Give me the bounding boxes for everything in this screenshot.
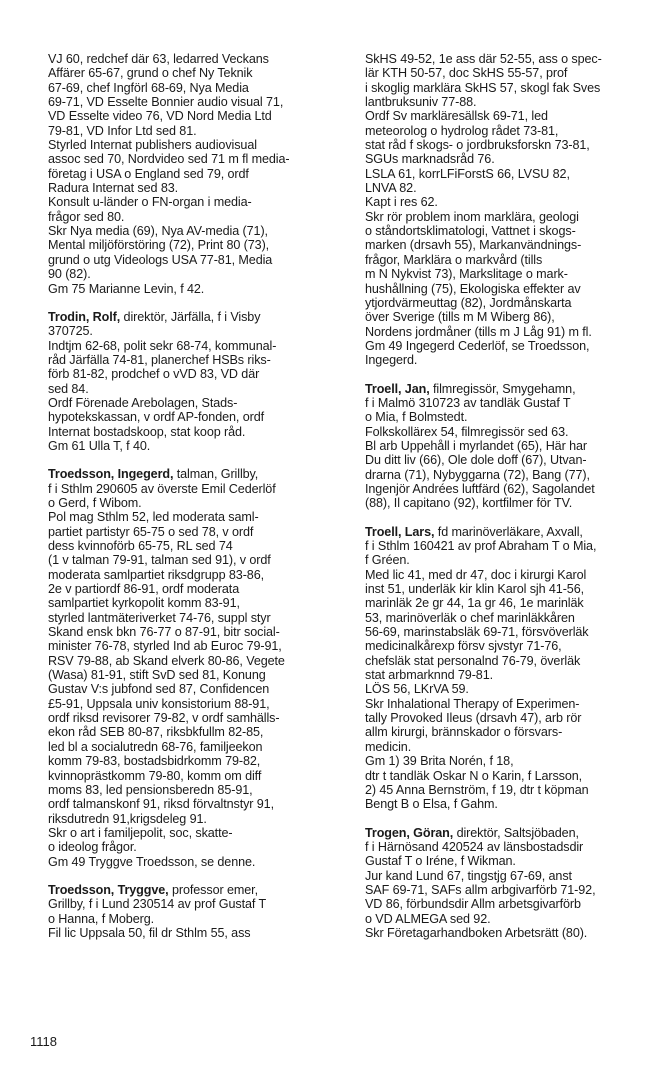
- text-line: [365, 124, 655, 138]
- line-text: Gustav V:s jubfond sed 87, Confidencen: [48, 682, 270, 697]
- line-text: partiet partistyr 65-75 o sed 78, v ordf: [48, 524, 254, 539]
- text-line: [48, 396, 332, 410]
- line-text: LÖS 56, LKrVA 59.: [365, 682, 469, 697]
- text-line: [48, 711, 332, 725]
- line-text: f Gréen.: [365, 553, 410, 568]
- text-line: [48, 138, 332, 152]
- line-text: Radura Internat sed 83.: [48, 181, 179, 196]
- text-line: [365, 869, 655, 883]
- text-line: [48, 826, 332, 840]
- text-line: [365, 725, 655, 739]
- text-line: [48, 912, 332, 926]
- line-text: VD Esselte video 76, VD Nord Media Ltd: [48, 109, 272, 124]
- line-text: LNVA 82.: [365, 181, 417, 196]
- line-text: företag i USA o England sed 79, ordf: [48, 166, 249, 181]
- line-text: Folkskollärex 54, filmregissör sed 63.: [365, 424, 569, 439]
- line-text: chefsläk stat personalnd 76-79, överläk: [365, 653, 581, 668]
- text-line: [48, 66, 332, 80]
- text-line: [365, 453, 655, 467]
- line-text: medicinalkårexp försv sjvstyr 71-76,: [365, 639, 562, 654]
- line-text: lantbruksuniv 77-88.: [365, 95, 477, 110]
- line-text: 67-69, chef Ingförl 68-69, Nya Media: [48, 80, 249, 95]
- line-text: frågor, Marklära o markvård (tills: [365, 252, 543, 267]
- text-line: [365, 611, 655, 625]
- text-line: [365, 439, 655, 453]
- text-line: [48, 654, 332, 668]
- text-line: [365, 224, 655, 238]
- text-line: [48, 253, 332, 267]
- text-line: [48, 596, 332, 610]
- line-text: assoc sed 70, Nordvideo sed 71 m fl media-: [48, 152, 290, 167]
- line-text: frågor sed 80.: [48, 209, 125, 224]
- line-text: dess kvinnoförb 65-75, RL sed 74: [48, 539, 233, 553]
- line-text: SkHS 49-52, 1e ass där 52-55, ass o spec-: [365, 52, 602, 66]
- line-text: sed 84.: [48, 381, 89, 396]
- text-line: [365, 339, 655, 353]
- line-text: o Mia, f Bolmstedt.: [365, 410, 468, 425]
- line-text: Kapt i res 62.: [365, 195, 438, 210]
- text-line: [365, 754, 655, 768]
- text-line: [48, 769, 332, 783]
- line-text: Jur kand Lund 67, tingstjg 67-69, anst: [365, 868, 572, 883]
- text-line: [365, 353, 655, 367]
- line-text: ordf riksd revisorer 79-82, v ordf samhälls-: [48, 711, 280, 726]
- text-line: [365, 152, 655, 166]
- text-line: [365, 697, 655, 711]
- line-text: 56-69, marinstabsläk 69-71, försvöverläk: [365, 625, 589, 640]
- line-text: kvinnoprästkomm 79-80, komm om diff: [48, 768, 262, 783]
- line-text: samlpartiet kyrkopolit komm 83-91,: [48, 596, 240, 611]
- text-line: [48, 668, 332, 682]
- text-line: [48, 855, 332, 869]
- line-text: dtr t tandläk Oskar N o Karin, f Larsson,: [365, 768, 583, 783]
- line-text: SAF 69-71, SAFs allm arbgivarförb 71-92,: [365, 882, 596, 897]
- text-line: [365, 253, 655, 267]
- text-line: [365, 740, 655, 754]
- line-text: m N Nykvist 73), Markslitage o mark-: [365, 267, 568, 282]
- line-text: 370725.: [48, 324, 93, 339]
- biography-entry: [48, 883, 332, 940]
- text-line: [365, 282, 655, 296]
- text-line: [365, 81, 655, 95]
- line-text: (88), Il capitano (92), kortfilmer för TV.: [365, 496, 573, 511]
- text-line: [365, 582, 655, 596]
- text-line: [365, 496, 655, 510]
- text-line: [48, 553, 332, 567]
- text-line: [48, 124, 332, 138]
- line-text: Du ditt liv (66), Ole dole doff (67), Utvan-: [365, 453, 587, 468]
- line-text: Ingegerd.: [365, 353, 418, 368]
- line-text: f i Sthlm 290605 av överste Emil Cederlöf: [48, 481, 276, 496]
- line-text: hypotekskassan, v ordf AP-fonden, ordf: [48, 410, 265, 425]
- text-line: [48, 109, 332, 123]
- line-text: f i Härnösand 420524 av länsbostadsdir: [365, 839, 584, 854]
- left-column: [48, 52, 332, 954]
- line-text: Skr Nya media (69), Nya AV-media (71),: [48, 224, 268, 239]
- line-text: ekon råd SEB 80-87, riksbkfullm 82-85,: [48, 725, 264, 740]
- text-line: [365, 797, 655, 811]
- line-text: lär KTH 50-57, doc SkHS 55-57, prof: [365, 66, 568, 81]
- text-line: [48, 267, 332, 281]
- text-line: [48, 238, 332, 252]
- text-line: [365, 883, 655, 897]
- line-text: tally Provoked Ileus (drsavh 47), arb rör: [365, 711, 582, 726]
- text-line: [365, 425, 655, 439]
- text-line: [365, 682, 655, 696]
- text-line: [48, 582, 332, 596]
- line-text: inst 51, underläk kir klin Karol sjh 41-56,: [365, 582, 584, 597]
- text-line: [365, 210, 655, 224]
- entry-headword: Troedsson, Ingegerd,: [48, 467, 174, 482]
- text-line: [48, 725, 332, 739]
- text-line: [48, 525, 332, 539]
- line-text: Skr rör problem inom marklära, geologi: [365, 209, 579, 224]
- line-text: Gm 61 Ulla T, f 40.: [48, 438, 151, 453]
- line-text: Styrled Internat publishers audiovisual: [48, 138, 257, 153]
- line-text: RSV 79-88, ab Skand elverk 80-86, Vegete: [48, 653, 285, 668]
- line-text: o Hanna, f Moberg.: [48, 911, 155, 926]
- entry-headword: Troell, Jan,: [365, 381, 430, 396]
- text-line: [48, 353, 332, 367]
- line-text: Gm 75 Marianne Levin, f 42.: [48, 281, 205, 296]
- biography-entry: [48, 467, 332, 869]
- text-line: [365, 195, 655, 209]
- text-line: [365, 95, 655, 109]
- line-text: Affärer 65-67, grund o chef Ny Teknik: [48, 66, 253, 81]
- text-line: [48, 625, 332, 639]
- text-line: [48, 282, 332, 296]
- text-line: [48, 410, 332, 424]
- text-line: [365, 296, 655, 310]
- text-line: [48, 639, 332, 653]
- line-text: f i Sthlm 160421 av prof Abraham T o Mia,: [365, 539, 597, 553]
- line-text: Ordf Förenade Arebolagen, Stads-: [48, 395, 238, 410]
- text-line: [365, 52, 655, 66]
- line-text: i skoglig marklära SkHS 57, skogl fak Sves: [365, 80, 601, 95]
- line-text: Skr o art i familjepolit, soc, skatte-: [48, 825, 233, 840]
- text-line: [365, 410, 655, 424]
- text-line: [365, 769, 655, 783]
- text-line: [48, 382, 332, 396]
- line-text: Med lic 41, med dr 47, doc i kirurgi Karol: [365, 567, 587, 582]
- line-text: hushållning (75), Ekologiska effekter av: [365, 281, 581, 296]
- text-line: [365, 325, 655, 339]
- line-text: o VD ALMEGA sed 92.: [365, 911, 491, 926]
- line-text: £5-91, Uppsala univ konsistorium 88-91,: [48, 696, 270, 711]
- line-text: direktör, Saltsjöbaden,: [453, 825, 579, 840]
- line-text: Konsult u-länder o FN-organ i media-: [48, 195, 252, 210]
- entry-headword: Troell, Lars,: [365, 524, 435, 539]
- text-line: [48, 339, 332, 353]
- line-text: över Sverige (tills m M Wiberg 86),: [365, 310, 555, 325]
- biography-entry: [365, 525, 655, 812]
- line-text: 79-81, VD Infor Ltd sed 81.: [48, 123, 197, 138]
- line-text: Pol mag Sthlm 52, led moderata saml-: [48, 510, 259, 525]
- line-text: medicin.: [365, 739, 412, 754]
- text-line: [48, 754, 332, 768]
- line-text: Bengt B o Elsa, f Gahm.: [365, 797, 498, 812]
- line-text: moderata samlpartiet riksdgrupp 83-86,: [48, 567, 265, 582]
- line-text: meteorolog o hydrolog rådet 73-81,: [365, 123, 559, 138]
- text-line: [365, 854, 655, 868]
- line-text: o ståndortsklimatologi, Vattnet i skogs-: [365, 224, 576, 239]
- line-text: Nordens jordmåner (tills m J Låg 91) m fl.: [365, 324, 592, 339]
- text-line: [48, 797, 332, 811]
- page-number: 1118: [30, 1034, 57, 1049]
- line-text: Fil lic Uppsala 50, fil dr Sthlm 55, ass: [48, 925, 251, 940]
- line-text: stat råd f skogs- o jordbruksforskn 73-81,: [365, 138, 590, 153]
- text-line: [48, 496, 332, 510]
- entry-headword: Troedsson, Tryggve,: [48, 882, 169, 897]
- text-line: [48, 224, 332, 238]
- line-text: filmregissör, Smygehamn,: [429, 381, 576, 396]
- text-line: [48, 52, 332, 66]
- biography-entry: [48, 310, 332, 453]
- text-line: [365, 654, 655, 668]
- text-line: [48, 926, 332, 940]
- text-line: [48, 840, 332, 854]
- line-text: 2e v partiordf 86-91, ordf moderata: [48, 582, 240, 597]
- line-text: Grillby, f i Lund 230514 av prof Gustaf T: [48, 897, 267, 912]
- line-text: f i Malmö 310723 av tandläk Gustaf T: [365, 395, 571, 410]
- line-text: direktör, Järfälla, f i Visby: [120, 309, 261, 324]
- line-text: råd Järfälla 74-81, planerchef HSBs riks-: [48, 352, 271, 367]
- text-line: [48, 740, 332, 754]
- text-line: [365, 926, 655, 940]
- text-line: [365, 382, 655, 396]
- text-line: [365, 525, 655, 539]
- text-line: [365, 668, 655, 682]
- text-line: [365, 66, 655, 80]
- line-text: Bl arb Uppehåll i myrlandet (65), Här har: [365, 438, 587, 453]
- line-text: o Gerd, f Wibom.: [48, 495, 142, 510]
- text-line: [365, 783, 655, 797]
- line-text: komm 79-83, bostadsbidrkomm 79-82,: [48, 754, 261, 769]
- biography-entry: [48, 52, 332, 296]
- line-text: Internat bostadskoop, stat koop råd.: [48, 424, 246, 439]
- entry-headword: Trodin, Rolf,: [48, 309, 121, 324]
- text-line: [365, 897, 655, 911]
- text-line: [365, 109, 655, 123]
- text-line: [48, 682, 332, 696]
- line-text: Skr Inhalational Therapy of Experimen-: [365, 696, 580, 711]
- line-text: Gm 1) 39 Brita Norén, f 18,: [365, 754, 514, 769]
- text-line: [48, 195, 332, 209]
- text-line: [365, 596, 655, 610]
- line-text: drarna (71), Nybyggarna (72), Bang (77),: [365, 467, 590, 482]
- line-text: marken (drsavh 55), Markanvändnings-: [365, 238, 582, 253]
- line-text: Mental miljöförstöring (72), Print 80 (73),: [48, 238, 270, 253]
- line-text: förb 81-82, prodchef o vVD 83, VD där: [48, 367, 260, 382]
- line-text: Skand ensk bkn 76-77 o 87-91, bitr social-: [48, 625, 280, 640]
- text-line: [48, 167, 332, 181]
- line-text: VD 86, förbundsdir Allm arbetsgivarförb: [365, 897, 581, 912]
- line-text: stat arbmarknnd 79-81.: [365, 668, 494, 683]
- line-text: Skr Företagarhandboken Arbetsrätt (80).: [365, 925, 588, 940]
- text-line: [48, 95, 332, 109]
- text-line: [365, 711, 655, 725]
- line-text: riksdutredn 91,krigsdeleg 91.: [48, 811, 207, 826]
- text-line: [48, 539, 332, 553]
- text-line: [365, 310, 655, 324]
- line-text: marinläk 2e gr 44, 1a gr 46, 1e marinläk: [365, 596, 584, 611]
- line-text: Ingenjör Andrées luftfärd (62), Sagolandet: [365, 481, 595, 496]
- text-line: [365, 396, 655, 410]
- line-text: moms 83, led pensionsberedn 85-91,: [48, 782, 253, 797]
- text-line: [365, 267, 655, 281]
- text-line: [48, 181, 332, 195]
- line-text: 2) 45 Anna Bernström, f 19, dtr t köpman: [365, 782, 589, 797]
- line-text: Gustaf T o Iréne, f Wikman.: [365, 854, 516, 869]
- line-text: talman, Grillby,: [173, 467, 259, 482]
- text-line: [365, 826, 655, 840]
- text-line: [365, 840, 655, 854]
- text-line: [365, 553, 655, 567]
- text-line: [365, 468, 655, 482]
- text-line: [48, 611, 332, 625]
- text-line: [365, 912, 655, 926]
- line-text: Gm 49 Tryggve Troedsson, se denne.: [48, 854, 256, 869]
- text-line: [48, 367, 332, 381]
- text-line: [48, 783, 332, 797]
- text-line: [48, 310, 332, 324]
- text-line: [48, 439, 332, 453]
- text-line: [48, 568, 332, 582]
- line-text: Ordf Sv markläresällsk 69-71, led: [365, 109, 548, 124]
- text-line: [48, 697, 332, 711]
- line-text: professor emer,: [168, 882, 258, 897]
- text-line: [48, 210, 332, 224]
- text-line: [365, 539, 655, 553]
- line-text: ordf talmanskonf 91, riksd förvaltnstyr 91,: [48, 797, 274, 812]
- line-text: LSLA 61, korrLFiForstS 66, LVSU 82,: [365, 166, 570, 181]
- line-text: o ideolog frågor.: [48, 840, 137, 855]
- line-text: Gm 49 Ingegerd Cederlöf, se Troedsson,: [365, 338, 590, 353]
- text-line: [365, 639, 655, 653]
- text-line: [48, 467, 332, 481]
- text-line: [365, 568, 655, 582]
- line-text: ytjordvärmeuttag (82), Jordmånskarta: [365, 295, 572, 310]
- text-line: [365, 138, 655, 152]
- text-line: [365, 625, 655, 639]
- text-line: [48, 897, 332, 911]
- right-column: [365, 52, 655, 954]
- biography-entry: [365, 382, 655, 511]
- line-text: SGUs marknadsråd 76.: [365, 152, 495, 167]
- line-text: 69-71, VD Esselte Bonnier audio visual 71,: [48, 95, 284, 110]
- line-text: allm kirurgi, brännskador o försvars-: [365, 725, 563, 740]
- text-line: [48, 510, 332, 524]
- line-text: Indtjm 62-68, polit sekr 68-74, kommunal-: [48, 338, 277, 353]
- line-text: (1 v talman 79-91, talman sed 91), v ordf: [48, 553, 271, 568]
- text-line: [48, 482, 332, 496]
- line-text: minister 76-78, styrled Ind ab Euroc 79-91,: [48, 639, 282, 654]
- line-text: VJ 60, redchef där 63, ledarred Veckans: [48, 52, 269, 66]
- text-line: [48, 152, 332, 166]
- text-line: [365, 238, 655, 252]
- line-text: styrled lantmäteriverket 74-76, suppl styr: [48, 610, 271, 625]
- text-line: [48, 324, 332, 338]
- text-line: [365, 482, 655, 496]
- text-line: [365, 181, 655, 195]
- text-line: [365, 167, 655, 181]
- text-line: [48, 883, 332, 897]
- biography-entry: [365, 52, 655, 368]
- text-line: [48, 81, 332, 95]
- text-line: [48, 812, 332, 826]
- line-text: (Wasa) 81-91, stift SvD sed 81, Konung: [48, 668, 266, 683]
- biography-entry: [365, 826, 655, 941]
- line-text: fd marinöverläkare, Axvall,: [434, 524, 583, 539]
- line-text: 90 (82).: [48, 267, 91, 282]
- line-text: grund o utg Videologs USA 77-81, Media: [48, 252, 273, 267]
- line-text: led bl a socialutredn 68-76, familjeekon: [48, 739, 263, 754]
- entry-headword: Trogen, Göran,: [365, 825, 454, 840]
- text-line: [48, 425, 332, 439]
- line-text: 53, marinöverläk o chef marinläkkåren: [365, 610, 575, 625]
